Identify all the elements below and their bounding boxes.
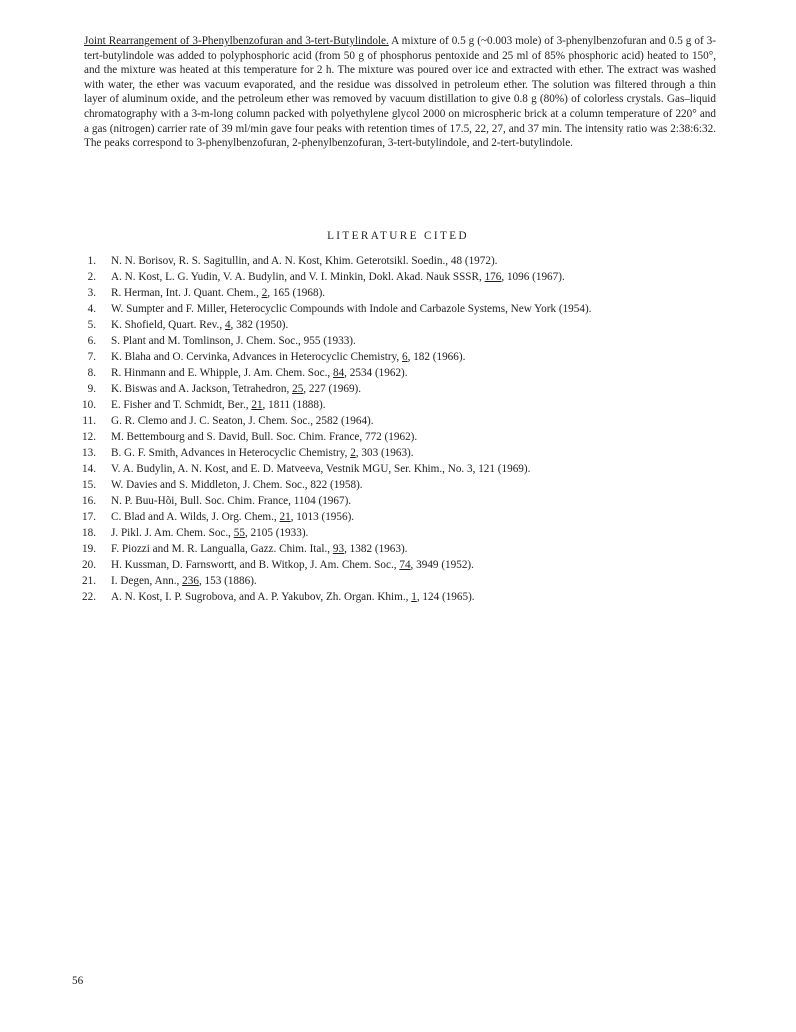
reference-text xyxy=(96,541,724,557)
reference-citation: F. Piozzi and M. R. Langualla, Gazz. Chim. Ital., xyxy=(111,543,333,555)
reference-number: 15. xyxy=(82,479,96,491)
reference-volume: 2 xyxy=(261,287,268,299)
reference-citation: R. Hinmann and E. Whipple, J. Am. Chem. Soc., xyxy=(111,367,333,379)
reference-pages-year: , 382 (1950). xyxy=(230,319,289,331)
reference-pages-year: , 2105 (1933). xyxy=(244,527,309,539)
reference-citation: V. A. Budylin, A. N. Kost, and E. D. Matveeva, Vestnik MGU, Ser. Khim., No. 3, 121 (1969). xyxy=(111,463,531,475)
reference-item xyxy=(74,525,724,541)
reference-text xyxy=(96,381,724,397)
reference-item xyxy=(74,269,724,285)
reference-pages-year: , 153 (1886). xyxy=(198,575,257,587)
reference-pages-year: , 1013 (1956). xyxy=(290,511,355,523)
reference-item xyxy=(74,589,724,605)
reference-number: 21. xyxy=(82,575,96,587)
reference-pages-year: , 165 (1968). xyxy=(267,287,326,299)
reference-citation: W. Sumpter and F. Miller, Heterocyclic Compounds with Indole and Carbazole Systems, New York (1954). xyxy=(111,303,592,315)
reference-item xyxy=(74,493,724,509)
reference-volume: 21 xyxy=(251,399,263,411)
reference-citation: J. Pikl. J. Am. Chem. Soc., xyxy=(111,527,234,539)
literature-cited-title: LITERATURE CITED xyxy=(327,230,469,242)
reference-number: 20. xyxy=(82,559,96,571)
reference-text xyxy=(96,333,724,349)
reference-citation: A. N. Kost, L. G. Yudin, V. A. Budylin, and V. I. Minkin, Dokl. Akad. Nauk SSSR, xyxy=(111,271,485,283)
reference-item xyxy=(74,477,724,493)
reference-text xyxy=(96,349,724,365)
reference-number: 4. xyxy=(87,303,96,315)
reference-number: 1. xyxy=(87,255,96,267)
reference-text xyxy=(96,557,724,573)
reference-item xyxy=(74,285,724,301)
reference-item xyxy=(74,253,724,269)
reference-volume: 55 xyxy=(233,527,245,539)
reference-item xyxy=(74,365,724,381)
reference-citation: H. Kussman, D. Farnswortt, and B. Witkop, J. Am. Chem. Soc., xyxy=(111,559,400,571)
experimental-paragraph xyxy=(84,34,716,151)
reference-volume: 93 xyxy=(332,543,345,555)
reference-text xyxy=(96,493,724,509)
reference-citation: A. N. Kost, I. P. Sugrobova, and A. P. Yakubov, Zh. Organ. Khim., xyxy=(111,591,412,603)
reference-number: 10. xyxy=(82,399,96,411)
reference-text xyxy=(96,525,724,541)
reference-number: 8. xyxy=(87,367,96,379)
reference-volume: 25 xyxy=(292,383,304,395)
reference-citation: G. R. Clemo and J. C. Seaton, J. Chem. Soc., 2582 (1964). xyxy=(111,415,374,427)
reference-number: 9. xyxy=(87,383,96,395)
reference-pages-year: , 124 (1965). xyxy=(416,591,475,603)
reference-item xyxy=(74,445,724,461)
reference-text xyxy=(96,429,724,445)
reference-citation: K. Shofield, Quart. Rev., xyxy=(111,319,225,331)
reference-item xyxy=(74,349,724,365)
reference-citation: C. Blad and A. Wilds, J. Org. Chem., xyxy=(111,511,280,523)
reference-volume: 21 xyxy=(279,511,291,523)
reference-number: 7. xyxy=(87,351,96,363)
reference-text xyxy=(96,589,724,605)
reference-text xyxy=(96,477,724,493)
reference-number: 6. xyxy=(87,335,96,347)
reference-text xyxy=(96,365,724,381)
reference-pages-year: , 3949 (1952). xyxy=(410,559,474,571)
reference-number: 14. xyxy=(82,463,96,475)
reference-number: 13. xyxy=(82,447,96,459)
reference-item xyxy=(74,381,724,397)
reference-text xyxy=(96,317,724,333)
reference-number: 18. xyxy=(82,527,96,539)
reference-volume: 1 xyxy=(411,591,417,603)
reference-volume: 4 xyxy=(224,319,231,331)
reference-item xyxy=(74,573,724,589)
reference-volume: 74 xyxy=(399,559,411,571)
reference-text xyxy=(96,509,724,525)
reference-text xyxy=(96,573,724,589)
reference-pages-year: , 182 (1966). xyxy=(407,351,466,363)
reference-number: 11. xyxy=(82,415,96,427)
reference-pages-year: , 1811 (1888). xyxy=(262,399,326,411)
reference-text xyxy=(96,413,724,429)
reference-number: 16. xyxy=(82,495,96,507)
reference-volume: 176 xyxy=(484,271,502,283)
reference-citation: K. Biswas and A. Jackson, Tetrahedron, xyxy=(111,383,293,395)
reference-text xyxy=(96,461,724,477)
reference-item xyxy=(74,429,724,445)
reference-text xyxy=(96,301,724,317)
reference-volume: 84 xyxy=(332,367,345,379)
reference-item xyxy=(74,301,724,317)
reference-volume: 6 xyxy=(402,351,408,363)
reference-citation: E. Fisher and T. Schmidt, Ber., xyxy=(111,399,252,411)
reference-item xyxy=(74,333,724,349)
reference-item xyxy=(74,541,724,557)
reference-citation: I. Degen, Ann., xyxy=(111,575,183,587)
reference-citation: R. Herman, Int. J. Quant. Chem., xyxy=(111,287,262,299)
reference-citation: K. Blaha and O. Cervinka, Advances in Heterocyclic Chemistry, xyxy=(111,351,402,363)
reference-list xyxy=(74,253,724,605)
reference-number: 19. xyxy=(82,543,96,555)
reference-text xyxy=(96,397,724,413)
reference-pages-year: , 303 (1963). xyxy=(355,447,414,459)
reference-pages-year: , 227 (1969). xyxy=(303,383,362,395)
reference-pages-year: , 1096 (1967). xyxy=(501,271,565,283)
paragraph-body: A mixture of 0.5 g (~0.003 mole) of 3-phenylbenzofuran and 0.5 g of 3-tert-butylindole was added to polyphosphoric acid (from 50 g of phosphorus pentoxide and 25 ml of 85% phosphoric acid) heated to 150°, and the mixture was heated at this temperature for 2 h. The mixture was poured over ice and extracted with ether. The extract was washed with water, the ether was vacuum evaporated, and the residue was dissolved in petroleum ether. The solution was filtered through a thin layer of aluminum oxide, and the petroleum ether was removed by vacuum distillation to give 0.8 g (80%) of colorless crystals. Gas–liquid chromatography with a 3-m-long column packed with polyethylene glycol 2000 on microspheric brick at a column temperature of 220° and a gas (nitrogen) carrier rate of 39 ml/min gave four peaks with retention times of 17.5, 22, 27, and 37 min. The intensity ratio was 2:38:6:32. The peaks correspond to 3-phenylbenzofuran, 2-phenylbenzofuran, 3-tert-butylindole, and 2-tert-butylindole. xyxy=(84,35,716,150)
reference-number: 22. xyxy=(82,591,96,603)
reference-citation: M. Bettembourg and S. David, Bull. Soc. Chim. France, 772 (1962). xyxy=(111,431,418,443)
reference-item xyxy=(74,557,724,573)
reference-text xyxy=(96,285,724,301)
reference-citation: N. N. Borisov, R. S. Sagitullin, and A. N. Kost, Khim. Geterotsikl. Soedin., 48 (1972). xyxy=(111,255,498,267)
reference-volume: 236 xyxy=(182,575,199,587)
reference-item xyxy=(74,317,724,333)
reference-citation: S. Plant and M. Tomlinson, J. Chem. Soc., 955 (1933). xyxy=(111,335,356,347)
reference-item xyxy=(74,397,724,413)
reference-pages-year: , 1382 (1963). xyxy=(344,543,408,555)
reference-text xyxy=(96,253,724,269)
reference-volume: 2 xyxy=(350,447,356,459)
reference-item xyxy=(74,509,724,525)
reference-citation: B. G. F. Smith, Advances in Heterocyclic Chemistry, xyxy=(111,447,351,459)
page-number: 56 xyxy=(72,975,84,987)
reference-number: 17. xyxy=(82,511,96,523)
reference-number: 2. xyxy=(87,271,96,283)
reference-text xyxy=(96,269,724,285)
reference-item xyxy=(74,413,724,429)
reference-number: 5. xyxy=(87,319,96,331)
reference-number: 3. xyxy=(87,287,96,299)
reference-text xyxy=(96,445,724,461)
reference-citation: N. P. Buu-Hõi, Bull. Soc. Chim. France, 1104 (1967). xyxy=(111,495,352,507)
reference-number: 12. xyxy=(82,431,96,443)
reference-citation: W. Davies and S. Middleton, J. Chem. Soc., 822 (1958). xyxy=(111,479,363,491)
reference-pages-year: , 2534 (1962). xyxy=(344,367,408,379)
paragraph-heading: Joint Rearrangement of 3-Phenylbenzofuran and 3-tert-Butylindole. xyxy=(84,35,389,47)
reference-item xyxy=(74,461,724,477)
